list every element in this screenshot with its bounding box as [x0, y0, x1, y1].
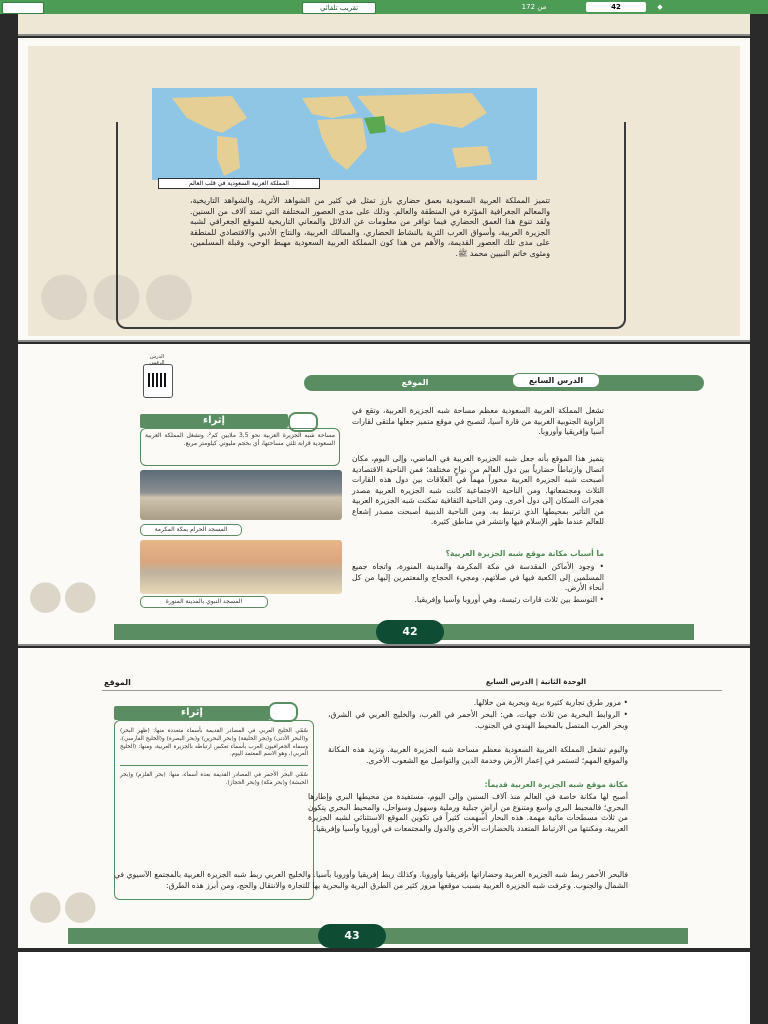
page-number-badge-2: 43 — [318, 924, 386, 948]
ministry-watermark-3: ●● — [28, 882, 98, 928]
route-bullet-2: • الروابط البحرية من ثلاث جهات، هي: البحر الأحمر في الغرب، والخليج العربي في الشرق، وبحر العرب المتصل بالمحيط الهندي في الجنوب. — [328, 710, 628, 730]
today-paragraph: واليوم تشغل المملكة العربية السعودية معظم مساحة شبه الجزيرة العربية. وتزيد هذه المكانة والموقع المهم؛ لتستمر في إعمار الأرض وخدمة الدين والتواصل مع الشعوب الأخرى. — [328, 745, 628, 765]
ancient-paragraph: أصبح لها مكانة خاصة في العالم منذ آلاف السنين وإلى اليوم، مستفيدة من محيطها البري وإطارها البحري؛ فالمحيط البري واسع ومتنوع من أراضٍ جبلية ورملية وسهول وسواحل، والمحيط البحري يتكون من ثلاث مسطحات مائية مهمة. هذه البحار أسهمت كثيراً في تكوين الموقع الاستثنائي لشبه الجزيرة العربية، ومكنتها من الارتباط المتعدد بالحضارات الأخرى والدول والمجتمعات في أوروبا وآسيا وإفريقيا. — [308, 792, 628, 833]
route-bullet-1: • مرور طرق تجارية كثيرة برية وبحرية من خلالها. — [473, 698, 628, 707]
intro-paragraph: تتميز المملكة العربية السعودية بعمق حضاري بارز تمثل في كثير من الشواهد الأثرية، والشواهد التاريخية، والمعالم الجغرافية المؤثرة في المنطقة والعالم. وذلك على مدى العصور المختلفة التي تمتد آلاف من السنين. ولقد تنوع هذا العمق الحضاري فيما توافر من معلومات عن الدلائل والمعاني التاريخية للموقع الجغرافي لشبه الجزيرة العربية، وأسواق العرب الثرية بالنشاط الحضاري، والممالك العربية، والنتاج الأدبي والاقتصادي للمنطقة على مدى تلك العصور القديمة، والأهم من هذا كون المملكة العربية السعودية مهبط الوحي، وقبلة المسلمين، ومثوى خاتم النبيين محمد ﷺ. — [190, 196, 550, 258]
page-top-sliver — [18, 14, 750, 34]
reason-bullet-1: • وجود الأماكن المقدسة في مكة المكرمة والمدينة المنورة، واتجاه جميع المسلمين إلى الكعبة فيها في صلاتهم، ومجيء الحجاج والمعتمرين إليها من كل أنحاء الأرض. — [352, 562, 604, 592]
map-caption: المملكة العربية السعودية في قلب العالم — [158, 178, 320, 189]
auto-zoom-button[interactable]: تقريب تلقائي — [302, 2, 376, 14]
header-rule — [102, 690, 722, 691]
lesson-title-bar — [304, 375, 704, 391]
enrich-box — [140, 428, 340, 466]
top-toolbar — [0, 0, 768, 14]
location-paragraph-2: يتميز هذا الموقع بأنه جعل شبه الجزيرة العربية في الماضي، وإلى اليوم، مكان اتصال وارتباطاً حضارياً بين دول العالم من نواحٍ مختلفة؛ فمن الناحية الاقتصادية أصبحت شبه الجزيرة العربية محوراً مهماً في العلاقات بين دول هذه القارات الثلاث ومجتمعاتها. ومن الناحية الاجتماعية كانت شبه الجزيرة العربية مصدر هجرات السكان إلى دول أخرى. ومن الناحية الثقافية تمكنت شبه الجزيرة العربية من التأثير بمحيطها الذي ترتبط به. ومن الناحية الدينية أصبحت مصدر إشعاع للعالم عندما ظهر الإسلام فيها وانتشر في مناطق كثيرة. — [352, 454, 604, 526]
world-map — [152, 88, 537, 180]
lesson-title: الموقع — [401, 378, 429, 387]
nabawi-photo-caption: المسجد النبوي بالمدينة المنورة — [140, 596, 268, 608]
page-header-left: الموقع — [104, 678, 131, 687]
location-paragraph-1: تشغل المملكة العربية السعودية معظم مساحة شبه الجزيرة العربية، وتقع في الزاوية الجنوبية الغربية من قارة آسيا، لتصبح في موقع متميز جعلها ملتقى لقارات آسيا وإفريقيا وأوروبا. — [352, 406, 604, 436]
kaaba-photo — [140, 470, 342, 520]
enrich-header: إثراء — [140, 414, 288, 428]
bookmark-icon[interactable]: ◆ — [657, 3, 663, 11]
page-43 — [18, 648, 750, 948]
page-number-badge: 42 — [376, 620, 444, 644]
kaaba-photo-caption: المسجد الحرام بمكة المكرمة — [140, 524, 242, 536]
lesson-tag: الدرس السابع — [512, 373, 600, 388]
enrich-icon-2 — [268, 702, 298, 722]
nabawi-photo — [140, 540, 342, 594]
ministry-watermark: ●●● — [38, 258, 196, 328]
reason-bullet-2: • التوسط بين ثلاث قارات رئيسة، وهي أوروبا وآسيا وإفريقيا. — [414, 595, 604, 604]
page-total-label: من 172 — [521, 3, 547, 11]
page-header-center: الوحدة الثانية | الدرس السابع — [485, 678, 586, 686]
enrich-text: مساحة شبه الجزيرة العربية نحو 3,5 ملايين كم²، وتشغل المملكة العربية السعودية قرابة ثلثي مساحتها، أي بحجم مليوني كيلومتر مربع. — [145, 432, 335, 448]
enrich-text-gulf: سُمّي الخليج العربي في المصادر القديمة بأسماء متعددة منها: (ظهر البحر) و(البحر الأدنى) و(بحر الخليقة) و(بحر البحرين) و(بحر البصرة) و(الخليج الفارسي)، وسماه الجغرافيون العرب بأسماء تعكس ارتباطه بالجزيرة العربية، ومنها: (الخليج العربي)، وهو الاسم المعتمد اليوم. — [120, 728, 308, 758]
enrich-text-redsea: سُمّي البحر الأحمر في المصادر القديمة بعدة أسماء، منها: (بحر القلزم) و(بحر الحبشة) و(بحر مكة) و(بحر الحجاز). — [120, 772, 308, 786]
ancient-heading: مكانة موقع شبه الجزيرة العربية قديماً: — [484, 780, 628, 789]
ministry-watermark-2: ●● — [28, 572, 98, 618]
page-42 — [18, 344, 750, 644]
enrich-header-2: إثراء — [114, 706, 270, 720]
page-number-input[interactable]: 42 — [586, 2, 646, 12]
qr-label: الدرس الرقمي — [149, 354, 165, 366]
seas-paragraph: فالبحر الأحمر ربط شبه الجزيرة العربية وحضاراتها بإفريقيا وأوروبا. وكذلك ربط إفريقيا وأوروبا بآسيا. والخليج العربي ربط شبه الجزيرة العربية بالمجتمع الآسيوي في الشمال والجنوب. وعرفت شبه الجزيرة العربية بسبب موقعها مرور كثير من الطرق البرية والبحرية بها للتجارة والانتقال والحج، ومن أبرز هذه الطرق: — [114, 870, 628, 890]
back-button[interactable] — [2, 2, 44, 14]
question-heading: ما أسباب مكانة موقع شبه الجزيرة العربية؟ — [445, 549, 604, 558]
page-intro — [18, 38, 750, 340]
next-page-blank — [18, 952, 750, 1024]
qr-code[interactable] — [143, 364, 173, 398]
